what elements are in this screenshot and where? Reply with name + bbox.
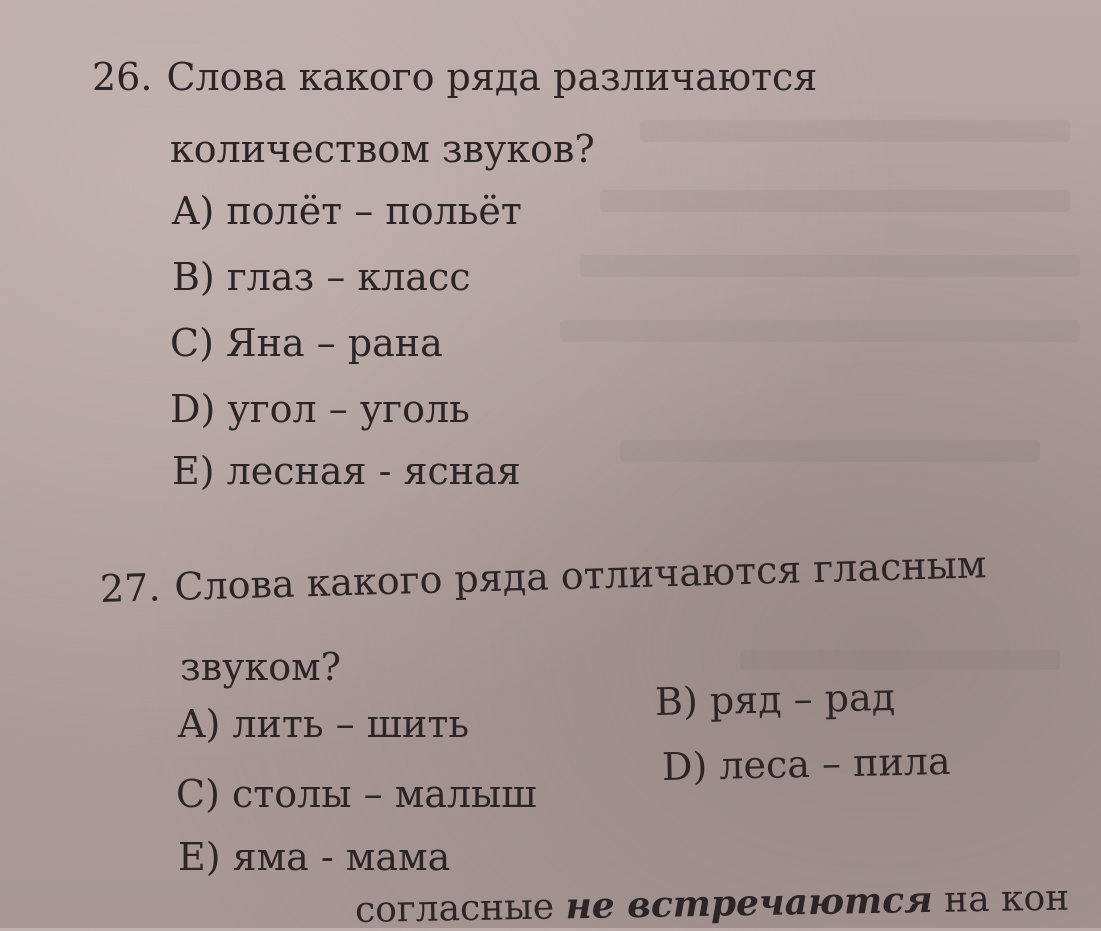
question-27-option-b: B) ряд – рад bbox=[654, 674, 896, 724]
question-26-option-e: E) лесная - ясная bbox=[172, 449, 521, 493]
bleed-through-shadow bbox=[600, 190, 1070, 212]
question-27-line-1 bbox=[99, 542, 987, 611]
bleed-through-shadow bbox=[740, 650, 1060, 670]
next-question-text-start: согласные bbox=[354, 886, 566, 931]
question-26-option-b: B) глаз – класс bbox=[172, 255, 471, 299]
bleed-through-shadow bbox=[640, 120, 1070, 142]
question-26-option-d: D) угол – уголь bbox=[170, 387, 470, 431]
question-26-line-2: количеством звуков? bbox=[170, 127, 595, 171]
question-26-line-1 bbox=[92, 55, 818, 99]
next-question-text-end: на кон bbox=[932, 877, 1070, 921]
question-27-option-e: E) яма - мама bbox=[178, 835, 451, 879]
question-27-option-c: C) столы – малыш bbox=[176, 772, 537, 816]
question-27-text: Слова какого ряда отличаются гласным bbox=[173, 542, 987, 609]
next-question-partial-line bbox=[354, 877, 1070, 931]
question-27-option-a: A) лить – шить bbox=[178, 702, 470, 746]
question-26-option-a: A) полёт – польёт bbox=[172, 189, 522, 233]
question-27-number: 27. bbox=[99, 565, 162, 611]
next-question-emphasis: не встречаются bbox=[565, 878, 934, 928]
question-27-line-2: звуком? bbox=[180, 645, 342, 689]
bleed-through-shadow bbox=[620, 440, 1040, 462]
question-26-option-c: C) Яна – рана bbox=[170, 321, 443, 365]
question-27-option-d: D) леса – пила bbox=[661, 738, 951, 789]
question-26-text: Слова какого ряда различаются bbox=[166, 55, 818, 99]
question-26-number: 26. bbox=[92, 55, 153, 99]
bleed-through-shadow bbox=[580, 255, 1080, 277]
bleed-through-shadow bbox=[560, 320, 1080, 342]
